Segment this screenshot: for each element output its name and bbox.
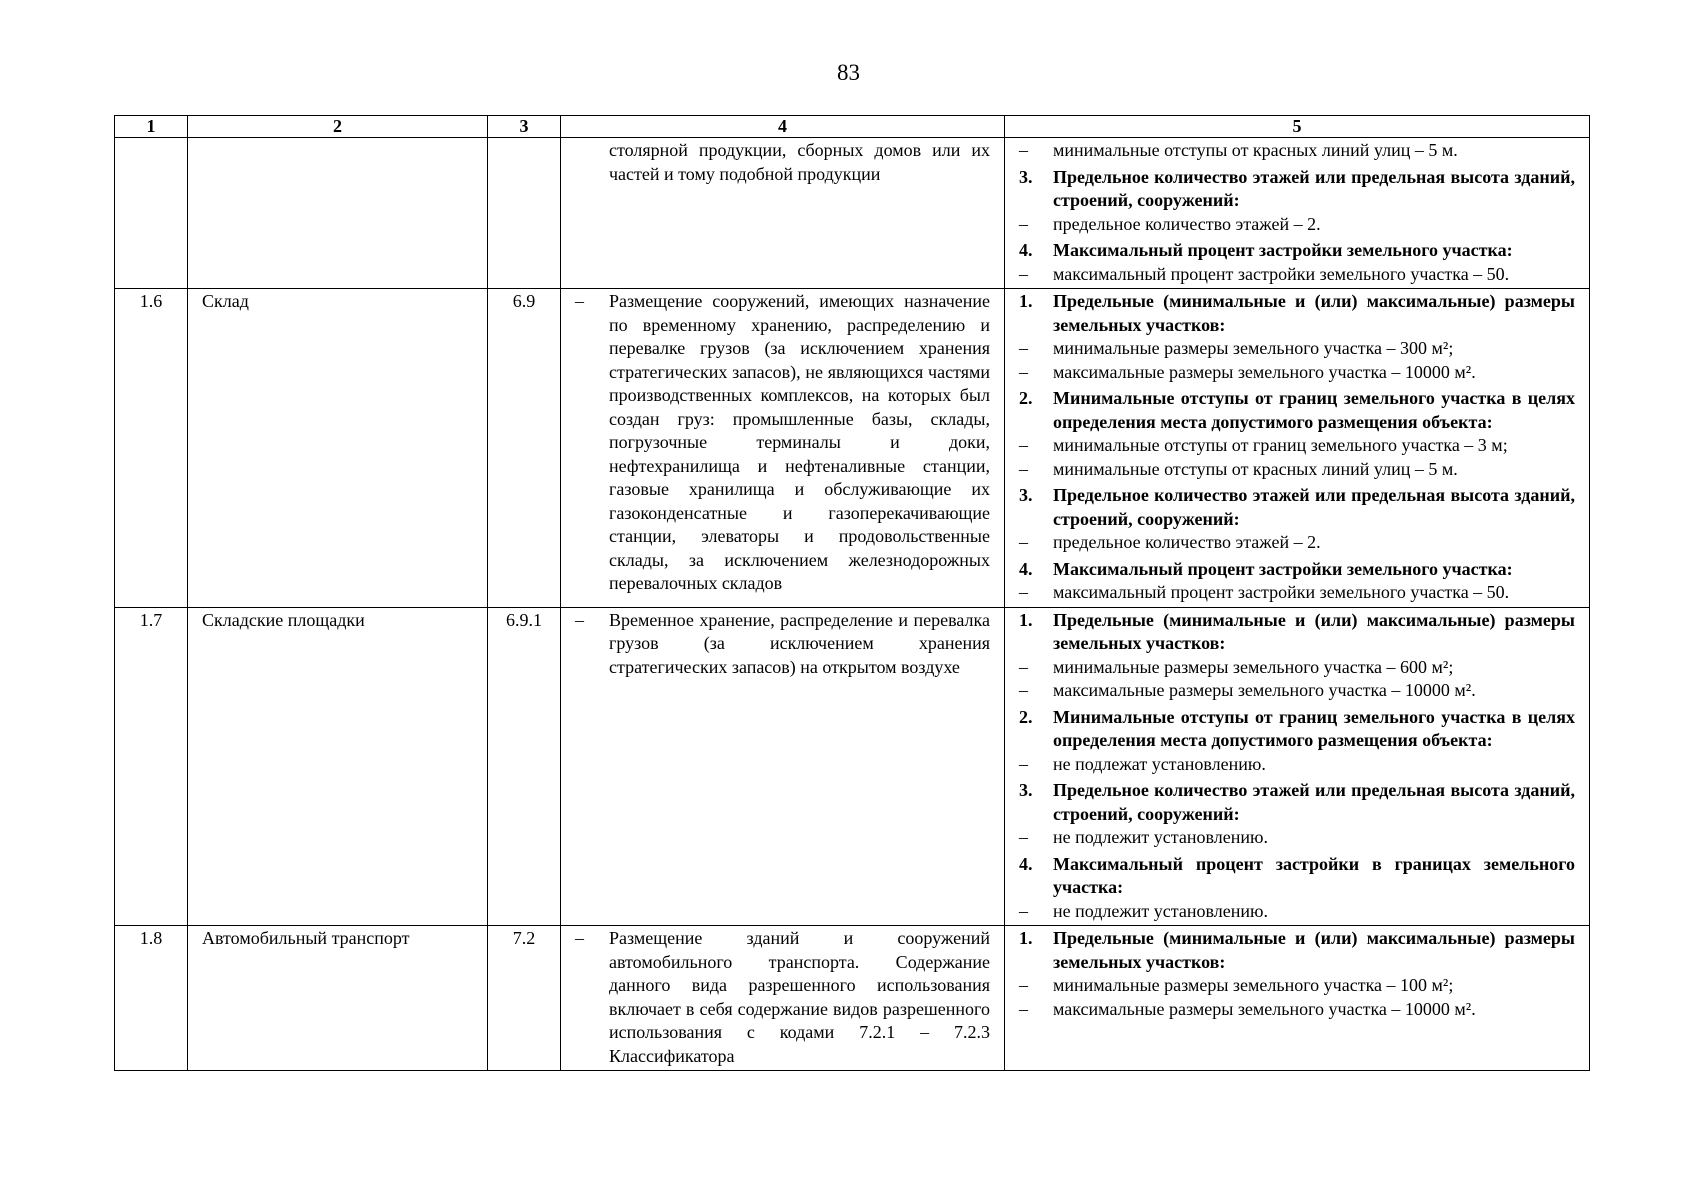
parameter-heading	[1019, 927, 1575, 974]
number-marker: 4.	[1019, 558, 1033, 579]
number-marker: 4.	[1019, 240, 1033, 260]
parameter-text: минимальные отступы от красных линий улиц – 5 м.	[1053, 140, 1458, 160]
parameter-text: не подлежат установлению.	[1053, 753, 1266, 774]
dash-marker: –	[1019, 656, 1028, 677]
column-header-3: 3	[488, 116, 561, 138]
row-number-cell: 1.8	[115, 926, 188, 1071]
parameter-text: максимальные размеры земельного участка – 10000 м².	[1053, 998, 1476, 1019]
parameter-heading	[1019, 779, 1575, 826]
regulations-table	[114, 115, 1590, 1071]
parameter-text: Предельное количество этажей или предельная высота зданий, строений, сооружений:	[1053, 166, 1575, 210]
dash-marker: –	[1019, 361, 1028, 382]
table-row	[115, 607, 1590, 926]
parameter-text: предельное количество этажей – 2.	[1053, 532, 1321, 552]
parameter-text: максимальный процент застройки земельного участка – 50.	[1053, 263, 1510, 284]
page-number: 83	[837, 60, 860, 85]
row-number-cell	[115, 138, 188, 289]
parameter-value	[1019, 900, 1575, 924]
table-row	[115, 926, 1590, 1071]
parameter-value	[1019, 139, 1575, 163]
table-body	[115, 116, 1590, 1071]
parameter-text: Минимальные отступы от границ земельного участка в целях определения места допустимого размещения объекта:	[1053, 388, 1575, 432]
column-header-2: 2	[188, 116, 488, 138]
number-marker: 1.	[1019, 291, 1033, 311]
parameter-heading	[1019, 290, 1575, 337]
land-use-name-cell	[188, 138, 488, 289]
number-marker: 4.	[1019, 853, 1033, 874]
parameter-value	[1019, 361, 1575, 385]
parameter-text: Минимальные отступы от границ земельного участка в целях определения места допустимого размещения объекта:	[1053, 706, 1575, 750]
parameter-text: максимальные размеры земельного участка – 10000 м².	[1053, 680, 1476, 700]
parameter-text: не подлежит установлению.	[1053, 827, 1268, 847]
parameter-text: минимальные размеры земельного участка – 100 м²;	[1053, 975, 1454, 995]
dash-marker: –	[1019, 900, 1028, 921]
table-row	[115, 289, 1590, 608]
parameter-text: Предельное количество этажей или предельная высота зданий, строений, сооружений:	[1053, 780, 1575, 824]
parameter-value	[1019, 434, 1575, 458]
parameter-value	[1019, 213, 1575, 237]
parameters-cell	[1005, 607, 1590, 926]
parameter-text: минимальные размеры земельного участка – 300 м²;	[1053, 338, 1454, 358]
dash-marker: –	[1019, 582, 1028, 602]
description-item	[575, 927, 990, 1068]
land-use-name-cell: Автомобильный транспорт	[188, 926, 488, 1071]
parameter-heading	[1019, 387, 1575, 434]
description-cell	[561, 926, 1005, 1071]
number-marker: 3.	[1019, 485, 1033, 505]
table-row	[115, 138, 1590, 289]
description-item	[575, 290, 990, 596]
description-text: Размещение зданий и сооружений автомобильного транспорта. Содержание данного вида разрешенного использования включает в себя содержание видов разрешенного использования с кодами 7.2.1 – 7.2.3 Классификатора	[609, 928, 990, 1066]
description-text: Временное хранение, распределение и перевалка грузов (за исключением хранения стратегических запасов) на открытом воздухе	[609, 609, 990, 677]
parameter-value	[1019, 458, 1575, 482]
description-item	[575, 609, 990, 680]
parameter-value	[1019, 581, 1575, 605]
dash-marker: –	[1019, 753, 1028, 774]
parameter-text: минимальные размеры земельного участка – 600 м²;	[1053, 656, 1454, 677]
classifier-code-cell: 6.9.1	[488, 607, 561, 926]
parameter-heading	[1019, 853, 1575, 900]
dash-marker: –	[1019, 532, 1028, 552]
dash-marker: –	[575, 609, 584, 630]
parameter-heading	[1019, 609, 1575, 656]
parameters-cell	[1005, 926, 1590, 1071]
number-marker: 1.	[1019, 928, 1033, 948]
classifier-code-cell	[488, 138, 561, 289]
classifier-code-cell: 7.2	[488, 926, 561, 1071]
number-marker: 2.	[1019, 706, 1033, 727]
parameter-value	[1019, 263, 1575, 287]
land-use-name-cell: Складские площадки	[188, 607, 488, 926]
parameter-heading	[1019, 558, 1575, 582]
parameter-text: Максимальный процент застройки земельного участка:	[1053, 240, 1513, 260]
dash-marker: –	[1019, 263, 1028, 284]
parameter-text: максимальные размеры земельного участка – 10000 м².	[1053, 361, 1476, 382]
dash-marker: –	[1019, 458, 1028, 479]
parameter-value	[1019, 974, 1575, 998]
parameters-cell	[1005, 289, 1590, 608]
description-item	[575, 139, 990, 186]
parameter-text: Предельное количество этажей или предельная высота зданий, строений, сооружений:	[1053, 485, 1575, 529]
parameter-text: Максимальный процент застройки земельного участка:	[1053, 558, 1513, 579]
parameter-text: максимальный процент застройки земельного участка – 50.	[1053, 582, 1510, 602]
parameter-value	[1019, 679, 1575, 703]
column-header-4: 4	[561, 116, 1005, 138]
dash-marker: –	[1019, 827, 1028, 847]
description-text: Размещение сооружений, имеющих назначение по временному хранению, распределению и перевалке грузов (за исключением хранения стратегических запасов), не являющихся частями производственных комплексов, на которых был создан груз: промышленные базы, склады, погрузочные терминалы и доки, нефтехранилища и нефтеналивные станции, газовые хранилища и обслуживающие их газоконденсатные и газоперекачивающие станции, элеваторы и продовольственные склады, за исключением железнодорожных перевалочных складов	[609, 291, 990, 593]
number-marker: 1.	[1019, 609, 1033, 630]
description-cell	[561, 138, 1005, 289]
parameter-value	[1019, 531, 1575, 555]
parameter-value	[1019, 998, 1575, 1022]
parameter-value	[1019, 753, 1575, 777]
number-marker: 3.	[1019, 166, 1033, 187]
parameter-text: минимальные отступы от границ земельного участка – 3 м;	[1053, 435, 1508, 455]
dash-marker: –	[575, 928, 584, 948]
dash-marker: –	[575, 291, 584, 311]
parameter-text: Предельные (минимальные и (или) максимальные) размеры земельных участков:	[1053, 609, 1575, 653]
column-header-5: 5	[1005, 116, 1590, 138]
description-cell	[561, 289, 1005, 608]
parameter-text: Максимальный процент застройки в границах земельного участка:	[1053, 853, 1575, 897]
row-number-cell: 1.6	[115, 289, 188, 608]
description-cell	[561, 607, 1005, 926]
dash-marker: –	[1019, 680, 1028, 700]
number-marker: 2.	[1019, 388, 1033, 408]
dash-marker: –	[1019, 140, 1028, 160]
parameters-cell	[1005, 138, 1590, 289]
description-text: столярной продукции, сборных домов или их частей и тому подобной продукции	[609, 140, 990, 184]
dash-marker	[575, 139, 609, 186]
dash-marker: –	[1019, 435, 1028, 455]
classifier-code-cell: 6.9	[488, 289, 561, 608]
parameter-heading	[1019, 706, 1575, 753]
parameter-heading	[1019, 239, 1575, 263]
parameter-text: Предельные (минимальные и (или) максимальные) размеры земельных участков:	[1053, 291, 1575, 335]
dash-marker: –	[1019, 213, 1028, 234]
number-marker: 3.	[1019, 780, 1033, 800]
parameter-text: не подлежит установлению.	[1053, 900, 1268, 921]
header-row	[115, 116, 1590, 138]
dash-marker: –	[1019, 338, 1028, 358]
dash-marker: –	[1019, 975, 1028, 995]
parameter-text: предельное количество этажей – 2.	[1053, 213, 1321, 234]
parameter-heading	[1019, 166, 1575, 213]
parameter-text: Предельные (минимальные и (или) максимальные) размеры земельных участков:	[1053, 928, 1575, 972]
parameter-heading	[1019, 484, 1575, 531]
dash-marker: –	[1019, 998, 1028, 1019]
parameter-text: минимальные отступы от красных линий улиц – 5 м.	[1053, 458, 1458, 479]
parameter-value	[1019, 826, 1575, 850]
parameter-value	[1019, 337, 1575, 361]
column-header-1: 1	[115, 116, 188, 138]
land-use-name-cell: Склад	[188, 289, 488, 608]
row-number-cell: 1.7	[115, 607, 188, 926]
parameter-value	[1019, 656, 1575, 680]
